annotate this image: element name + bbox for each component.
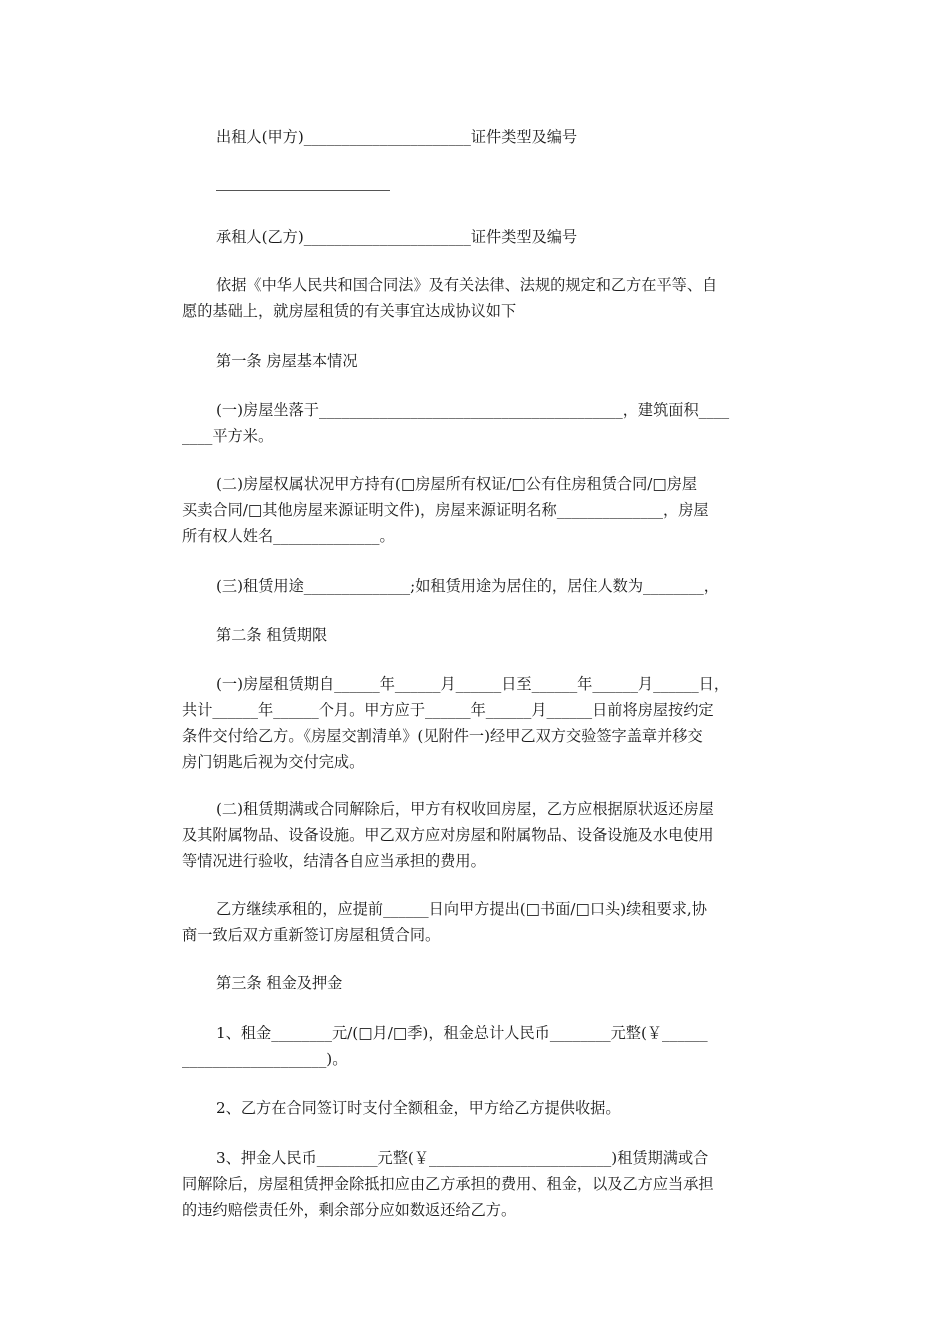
article-1-title: 第一条 房屋基本情况 [216,352,358,370]
lessor-line: 出租人(甲方)______________________证件类型及编号 [216,128,578,146]
article-2-title: 第二条 租赁期限 [216,626,328,644]
intro-paragraph: 依据《中华人民共和国合同法》及有关法律、法规的规定和乙方在平等、自 愿的基础上，就房屋租赁的有关事宜达成协议如下 [182,276,718,320]
article-3-clause-1: 1、租金________元/(□月/□季)，租金总计人民币________元整(￥______ ___________________)。 [182,1024,708,1068]
lessee-line: 承租人(乙方)______________________证件类型及编号 [216,228,578,246]
id-number-blank [216,190,390,191]
article-1-clause-3: (三)租赁用途______________;如租赁用途为居住的，居住人数为________， [216,577,719,595]
article-2-clause-3: 乙方继续承租的，应提前______日向甲方提出(□书面/□口头)续租要求,协 商一致后双方重新签订房屋租赁合同。 [182,900,707,944]
article-3-title: 第三条 租金及押金 [216,974,343,992]
article-2-clause-2: (二)租赁期满或合同解除后，甲方有权收回房屋，乙方应根据原状返还房屋 及其附属物品、设备设施。甲乙双方应对房屋和附属物品、设备设施及水电使用 等情况进行验收，结清各自应当承担的费用。 [182,800,714,870]
article-3-clause-3: 3、押金人民币________元整(￥________________________)租赁期满或合 同解除后，房屋租赁押金除抵扣应由乙方承担的费用、租金，以及乙方应当承担 的违约赔偿责任外，剩余部分应如数返还给乙方。 [182,1149,714,1219]
article-1-clause-2: (二)房屋权属状况甲方持有(□房屋所有权证/□公有住房租赁合同/□房屋 买卖合同/□其他房屋来源证明文件)，房屋来源证明名称______________，房屋 所有权人姓名______________。 [182,475,709,545]
article-1-clause-1: (一)房屋坐落于________________________________________，建筑面积____ ____平方米。 [182,401,730,445]
article-3-clause-2: 2、乙方在合同签订时支付全额租金，甲方给乙方提供收据。 [216,1099,621,1117]
article-2-clause-1: (一)房屋租赁期自______年______月______日至______年______月______日， 共计______年______个月。甲方应于______年______月______日前将房屋按约定 条件交付给乙方。《房屋交割清单》(见附件一)经甲乙双方交验签字盖章并移交 房门钥匙后视为交付完成。 [182,675,730,771]
